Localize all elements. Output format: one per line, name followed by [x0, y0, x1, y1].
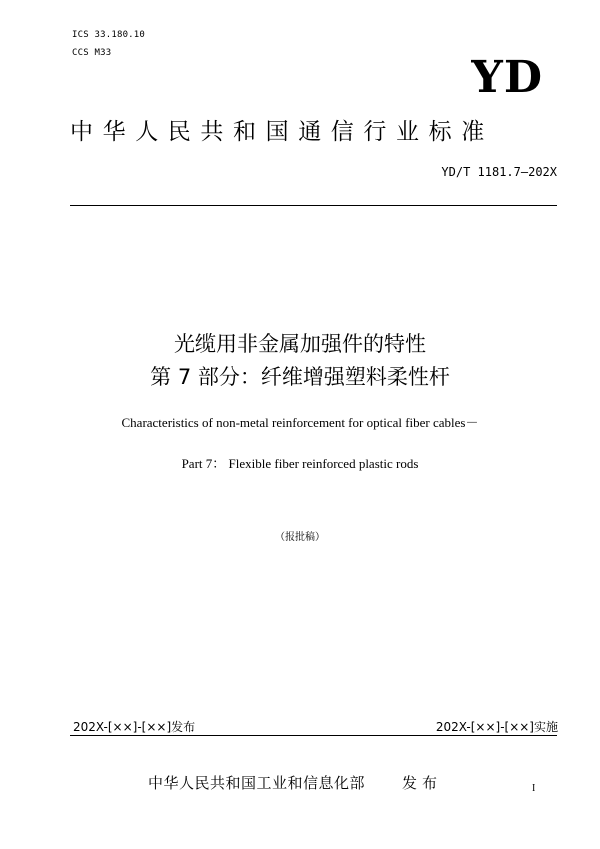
- english-title: Characteristics of non-metal reinforcement for optical fiber cables－: [121, 415, 479, 430]
- standard-number: YD/T 1181.7—202X: [441, 165, 557, 179]
- bottom-divider: [70, 735, 557, 736]
- industry-standard-heading: 中华人民共和国通信行业标准: [70, 119, 494, 145]
- implement-date: 202X-[××]-[××]实施: [435, 720, 558, 734]
- top-divider: [70, 205, 557, 206]
- publish-date: 202X-[××]-[××]发布: [73, 720, 196, 734]
- document-subtitle: 第 7 部分：纤维增强塑料柔性杆: [150, 365, 450, 389]
- ics-code: ICS 33.180.10: [72, 30, 146, 40]
- page-number: I: [532, 783, 536, 794]
- english-subtitle: Part 7： Flexible fiber reinforced plastic rods: [181, 456, 419, 471]
- ccs-code: CCS M33: [72, 48, 112, 58]
- yd-logo: YD: [471, 52, 543, 103]
- issue-label: 发布: [402, 774, 443, 792]
- issuing-authority: 中华人民共和国工业和信息化部: [148, 774, 366, 792]
- draft-status: （报批稿）: [275, 532, 325, 543]
- document-title: 光缆用非金属加强件的特性: [174, 332, 426, 356]
